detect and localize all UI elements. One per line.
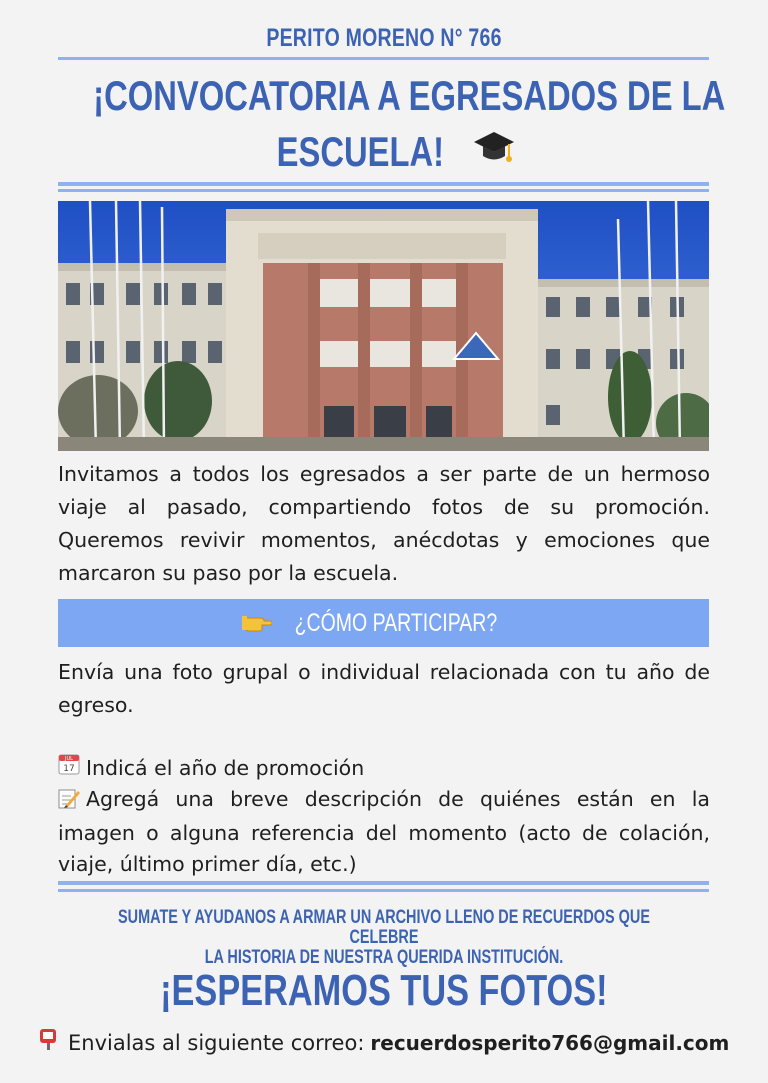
pointing-hand-icon xyxy=(242,610,272,636)
email-address[interactable]: recuerdosperito766@gmail.com xyxy=(370,1031,730,1055)
school-building-photo xyxy=(58,201,709,451)
call-to-action xyxy=(0,966,768,1016)
headline-rule-upper xyxy=(58,182,709,186)
headline xyxy=(60,68,726,180)
closing-message xyxy=(0,908,768,968)
contact-label: Envialas al siguiente correo: xyxy=(68,1031,365,1055)
school-name: PERITO MORENO N° 766 xyxy=(266,24,502,52)
steps-list xyxy=(58,753,710,880)
step-description xyxy=(58,784,710,880)
calendar-day: 17 xyxy=(63,764,75,774)
section-band xyxy=(58,599,709,647)
contact-line xyxy=(38,1027,738,1059)
headline-line2: ESCUELA! xyxy=(276,128,444,175)
closing-line1: SUMATE Y AYUDANOS A ARMAR UN ARCHIVO LLENO DE RECUERDOS QUE CELEBRE xyxy=(118,907,650,948)
step-year-text: Indicá el año de promoción xyxy=(86,756,365,780)
section-title: ¿CÓMO PARTICIPAR? xyxy=(294,608,497,637)
call-to-action-text: ¡ESPERAMOS TUS FOTOS! xyxy=(160,966,608,1015)
memo-pencil-icon xyxy=(58,787,80,818)
send-paragraph: Envía una foto grupal o individual relacionada con tu año de egreso. xyxy=(58,660,710,717)
intro-paragraph: Invitamos a todos los egresados a ser parte de un hermoso viaje al pasado, compartiendo fotos de su promoción. Queremos revivir momentos, anécdotas y emociones que marcaron su paso por la escuela. xyxy=(58,462,710,585)
graduation-cap-icon xyxy=(473,124,515,180)
mailbox-icon xyxy=(38,1027,58,1059)
calendar-icon xyxy=(58,753,80,784)
bottom-rule-upper xyxy=(58,881,709,885)
closing-line2: LA HISTORIA DE NUESTRA QUERIDA INSTITUCIÓN. xyxy=(204,947,564,968)
bottom-rule-lower xyxy=(58,889,709,892)
headline-rule-lower xyxy=(58,189,709,192)
step-year xyxy=(58,753,710,784)
step-description-text: Agregá una breve descripción de quiénes están en la imagen o alguna referencia del momento (acto de colación, viaje, último primer día, etc.) xyxy=(58,787,710,876)
top-rule xyxy=(58,57,709,60)
headline-line1: ¡CONVOCATORIA A EGRESADOS DE LA xyxy=(92,72,726,119)
calendar-month: JUL xyxy=(65,756,73,762)
